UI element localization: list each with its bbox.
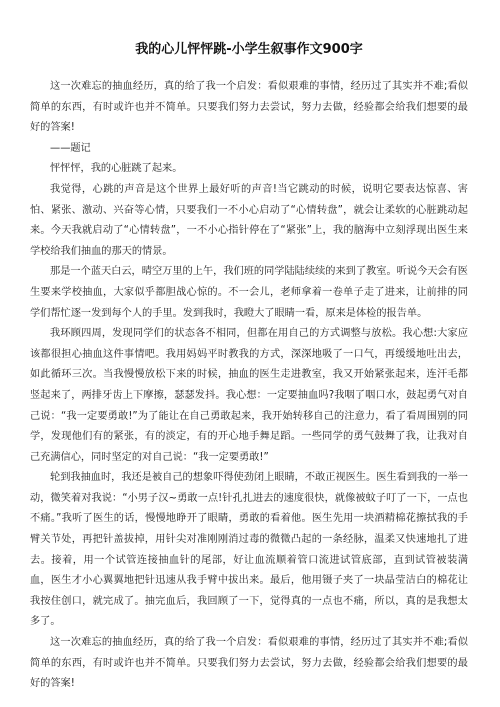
paragraph-epigraph-attribution: ——题记 — [50, 142, 91, 154]
document-title: 我的心儿怦怦跳-小学生叙事作文900字 — [135, 42, 363, 57]
paragraph-morning: 那是一个蓝天白云，晴空万里的上午，我们班的同学陆陆续续的来到了教室。听说今天会有医生要来学校抽血，大家似乎都胆战心惊的。不一会儿，老师拿着一卷单子走了进来，让前排的同学们帮忙逐一发到每个人的手里。发到我时，我瞪大了眼睛一看，原来是体检的报告单。 — [30, 266, 468, 319]
paragraph-conclusion: 这一次难忘的抽血经历，真的给了我一个启发：看似艰难的事情，经历过了其实并不难;看似简单的东西，有时或许也并不简单。只要我们努力去尝试，努力去做，经验都会给我们想要的最好的答案! — [30, 637, 468, 690]
paragraph-heartbeat: 怦怦怦，我的心脏跳了起来。 — [50, 163, 183, 175]
paragraph-intro: 这一次难忘的抽血经历，真的给了我一个启发：看似艰难的事情，经历过了其实并不难;看似简单的东西，有时或许也并不简单。只要我们努力去尝试，努力去做，经验都会给我们想要的最好的答案! — [30, 81, 468, 134]
paragraph-mood-dial: 我觉得，心跳的声音是这个世界上最好听的声音!当它跳动的时候，说明它要表达惊喜、害怕、紧张、激动、兴奋等心情，只要我们一不小心启动了“心情转盘”，就会让柔软的心脏跳动起来。今天我就启动了“心情转盘”，一不小心指针停在了“紧张”上，我的脑海中立刻浮现出医生来学校给我们抽血的那天的情景。 — [30, 183, 468, 257]
paragraph-blood-draw: 轮到我抽血时，我还是被自己的想象吓得使劲闭上眼睛，不敢正视医生。医生看到我的一举一动，微笑着对我说：“小男子汉~勇敢一点!针孔扎进去的速度很快，就像被蚊子叮了一下，一点也不痛。”我听了医生的话，慢慢地睁开了眼睛，勇敢的看着他。医生先用一块酒精棉花擦拭我的手臂关节处，再把针盖拔掉，用针尖对准刚刚消过毒的微微凸起的一条经脉，温柔又快速地扎了进去。接着，用一个试管连接抽血针的尾部，好让血流顺着管口流进试管底部，直到试管被装满血，医生才小心翼翼地把针迅速从我手臂中拔出来。最后，他用镊子夹了一块晶莹洁白的棉花让我按住创口，就完成了。抽完血后，我回顾了一下，觉得真的一点也不痛，所以，真的是我想太多了。 — [30, 472, 468, 628]
paragraph-classmates: 我环顾四周，发现同学们的状态各不相同，但都在用自己的方式调整与放松。我心想:大家应该都很担心抽血这件事情吧。我用妈妈平时教我的方式，深深地吸了一口气，再缓缓地吐出去，如此循环三次。当我慢慢放松下来的时候，抽血的医生走进教室，我又开始紧张起来，连汗毛都竖起来了，两排牙齿上下摩擦，瑟瑟发抖。我心想：一定要抽血吗?我咽了咽口水，鼓起勇气对自己说：“我一定要勇敢!”为了能让在自己勇敢起来，我开始转移自己的注意力，看了看周围别的同学，发现他们有的紧张，有的淡定，有的开心地手舞足蹈。一些同学的勇气鼓舞了我，让我对自己充满信心，同时坚定的对自己说：“我一定要勇敢!” — [30, 328, 468, 463]
